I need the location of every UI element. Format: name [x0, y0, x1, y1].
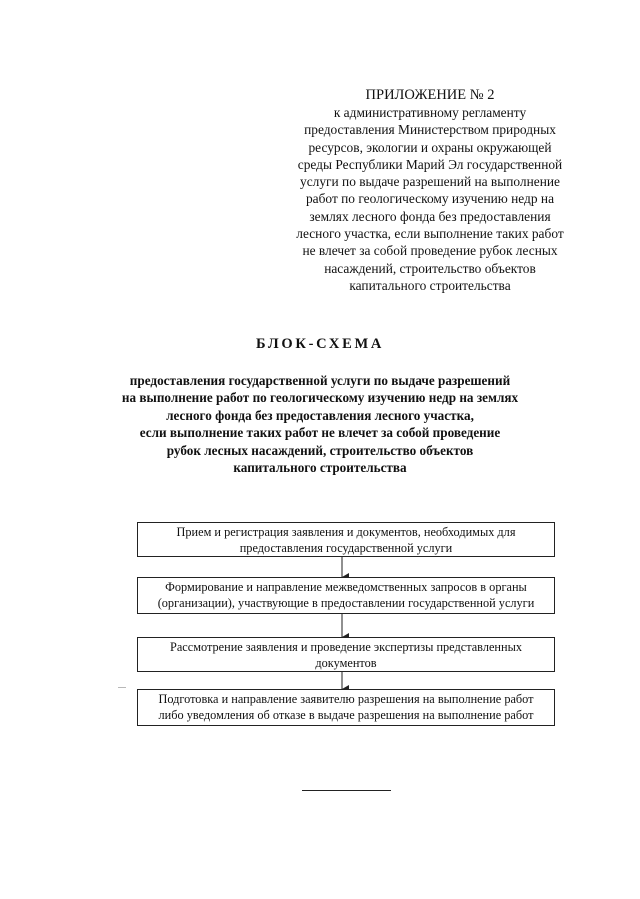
appendix-line: среды Республики Марий Эл государственной: [297, 156, 563, 172]
appendix-line: насаждений, строительство объектов: [324, 260, 536, 276]
step-text-line: (организации), участвующие в предоставлении государственной услуги: [157, 595, 535, 610]
appendix-line: предоставления Министерством природных: [304, 122, 556, 138]
flowchart-step-4: [137, 689, 555, 726]
step-text-line: Подготовка и направление заявителю разрешения на выполнение работ: [158, 692, 534, 706]
subtitle-line: капитального строительства: [233, 460, 407, 476]
subtitle-line: предоставления государственной услуги по выдаче разрешений: [129, 373, 511, 388]
step-text-line: Рассмотрение заявления и проведение экспертизы представленных: [170, 640, 522, 654]
flowchart-step-1: [137, 522, 555, 557]
appendix-header: [270, 86, 590, 294]
step-text-line: либо уведомления об отказе в выдаче разрешения на выполнение работ: [158, 707, 534, 722]
appendix-line: услуги по выдаче разрешений на выполнение: [300, 174, 560, 190]
appendix-line: работ по геологическому изучению недр на: [305, 191, 555, 207]
appendix-line: капитального строительства: [349, 277, 511, 293]
step-text-line: Прием и регистрация заявления и документов, необходимых для: [176, 525, 516, 539]
subtitle-line: на выполнение работ по геологическому изучению недр на землях: [121, 390, 519, 406]
appendix-line: ресурсов, экологии и охраны окружающей: [308, 139, 552, 155]
subtitle-line: рубок лесных насаждений, строительство объектов: [166, 442, 474, 458]
step-text-line: предоставления государственной услуги: [239, 540, 453, 555]
appendix-line: к административному регламенту: [333, 105, 527, 120]
appendix-line: лесного участка, если выполнение таких работ: [296, 226, 564, 242]
margin-mark: [118, 687, 126, 688]
step-text-line: документов: [315, 655, 377, 670]
footer-divider: [302, 790, 391, 791]
subtitle-line: лесного фонда без предоставления лесного участка,: [166, 407, 474, 423]
step-text-line: Формирование и направление межведомственных запросов в органы: [165, 580, 527, 594]
flowchart-step-3: [137, 637, 555, 672]
appendix-line: не влечет за собой проведение рубок лесных: [302, 243, 558, 259]
appendix-line: землях лесного фонда без предоставления: [309, 208, 551, 224]
appendix-title: ПРИЛОЖЕНИЕ № 2: [365, 87, 495, 103]
flowchart-title: БЛОК-СХЕМА: [255, 336, 385, 352]
subtitle-line: если выполнение таких работ не влечет за собой проведение: [139, 425, 501, 441]
flowchart-subtitle: [90, 372, 550, 476]
flowchart-step-2: [137, 577, 555, 614]
